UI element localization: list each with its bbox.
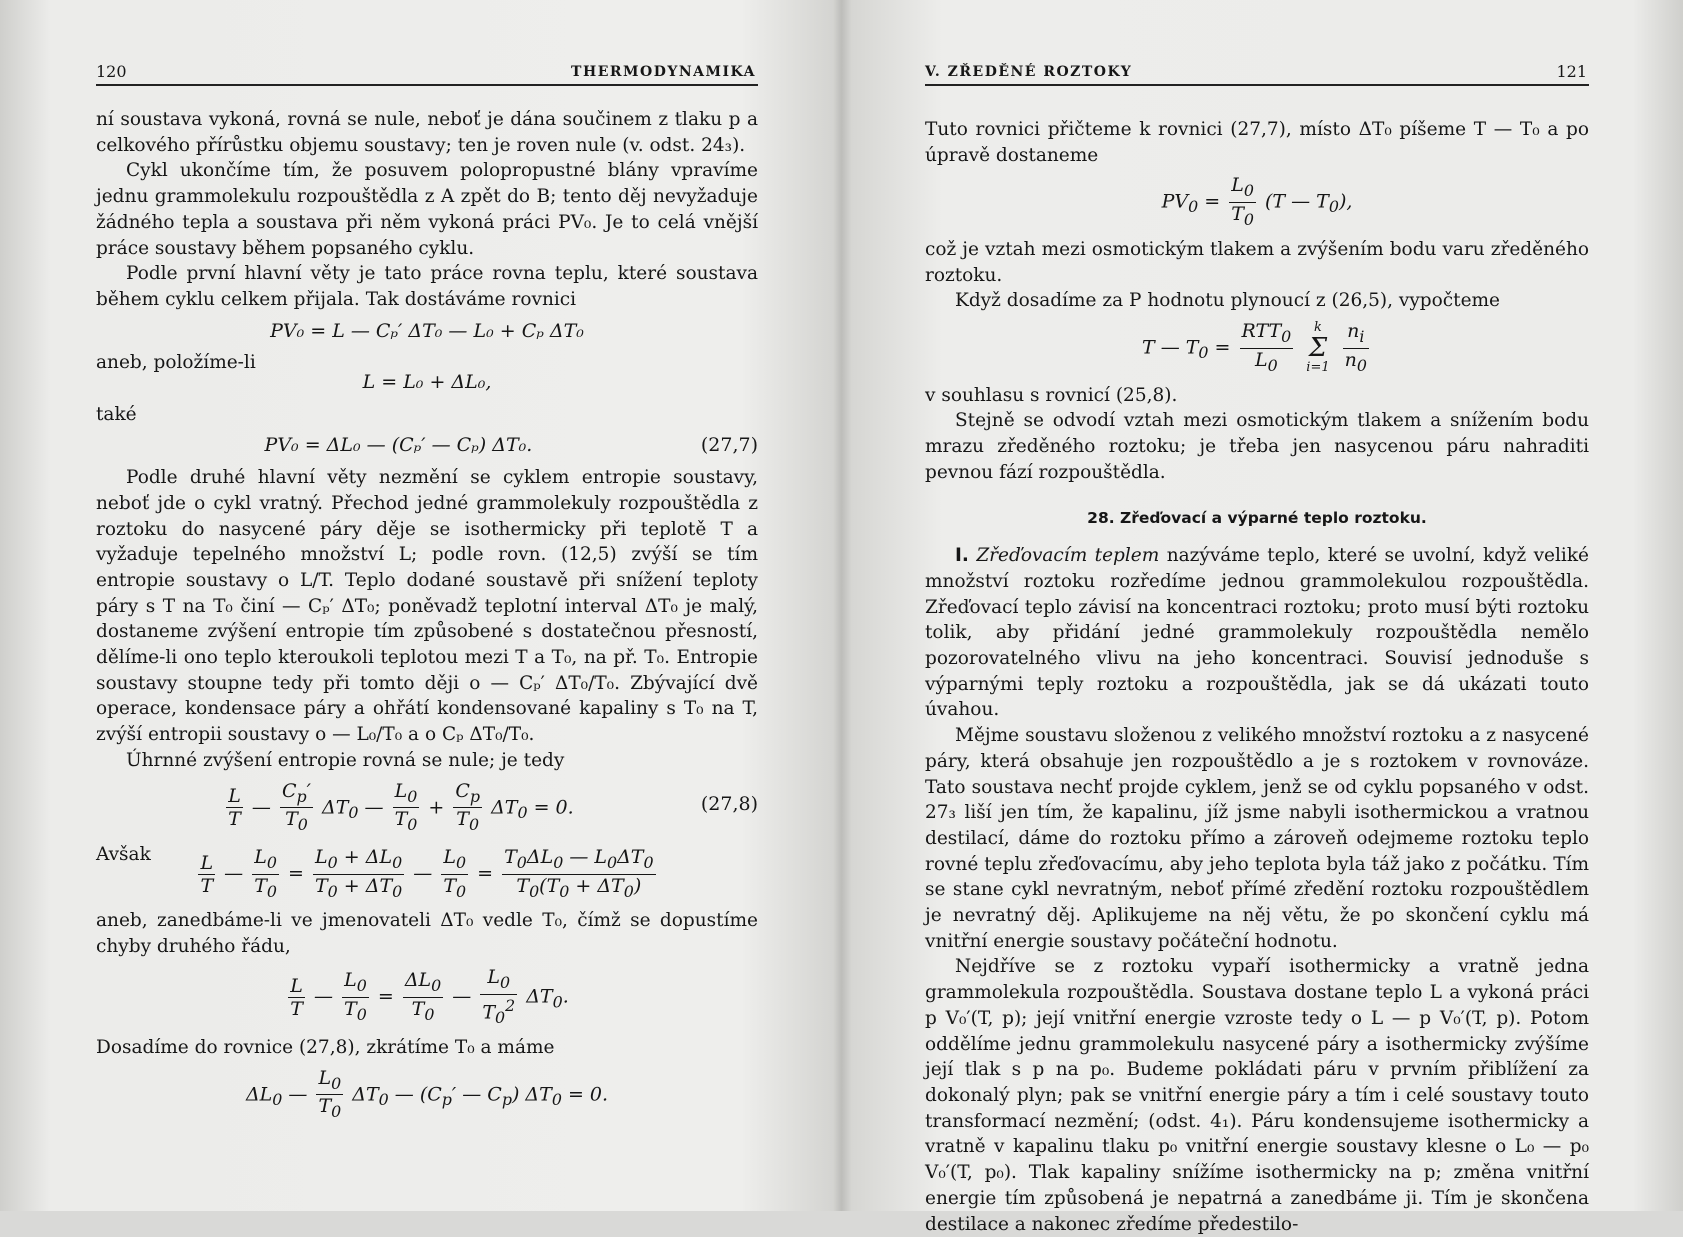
left-paragraph: Úhrnné zvýšení entropie rovná se nule; je tedy xyxy=(126,749,565,771)
right-paragraph: Stejně se odvodí vztah mezi osmotickým tlakem a snížením bodu mrazu zředěného roztoku; je třeba jen nasycenou páru nahraditi pevnou fází rozpouštědla. xyxy=(925,410,1589,483)
right-paragraph: Tuto rovnici přičteme k rovnici (27,7), místo ΔT₀ píšeme T — T₀ a po úpravě dostaneme xyxy=(925,119,1589,166)
right-page-number: 121 xyxy=(1556,62,1587,81)
left-paragraph: aneb, zanedbáme-li ve jmenovateli ΔT₀ vedle T₀, čímž se dopustíme chyby druhého řádu, xyxy=(96,910,758,958)
left-page xyxy=(0,0,826,1211)
section-title: 28. Zřeďovací a výparné teplo roztoku. xyxy=(1087,508,1427,527)
equation: $\frac{L}{T}$ — $\frac{L_0}{T_0}$ = $\frac{L_0 + \Delta L_0}{T_0 + \Delta T_0}$ — $\frac{L_0}{T_0}$ = $\frac{T_0\Delta L_0 — L_0\Delta T_0}{T_0(T_0 + \Delta T_0)}$ xyxy=(200,845,654,901)
right-running-head-title: V. ZŘEDĚNÉ ROZTOKY xyxy=(925,64,1133,80)
equation: $\frac{L}{T}$ — $\frac{L_0}{T_0}$ = $\frac{\Delta L_0}{T_0}$ — $\frac{L_0}{T_0^2}$ $\Delta T_0$. xyxy=(290,965,569,1027)
left-paragraph: Cykl ukončíme tím, že posuvem polopropustné blány vpravíme jednu grammolekulu rozpouštědla z A zpět do B; tento děj nevyžaduje žádného tepla a soustava při něm vykoná práci PV₀. Je to celá vnější práce soustavy během popsaného cyklu. xyxy=(96,160,758,259)
defined-term: Zřeďovacím teplem xyxy=(976,545,1160,567)
left-paragraph: Podle druhé hlavní věty nezmění se cyklem entropie soustavy, neboť jde o cykl vratný. Přechod jedné grammolekuly rozpouštědla z roztoku do nasycené páry děje se isothermicky při teplotě T a vyžaduje tepelného množství L; podle rovn. (12,5) zvýší se tím entropie soustavy o L/T. Teplo dodané soustavě při snížení teploty páry s T na T₀ činí — Cₚ′ ΔT₀; poněvadž teplotní interval ΔT₀ je malý, dostaneme zvýšení entropie tím způsobené s dostatečnou přesností, dělíme-li ono teplo kteroukoli teplotou mezi T a T₀, na př. T₀. Entropie soustavy stoupne tedy při tomto ději o — Cₚ′ ΔT₀/T₀. Zbývající dvě operace, kondensace páry a ohřátí kondensované kapaliny s T₀ na T, zvýší entropii soustavy o — L₀/T₀ a o Cₚ ΔT₀/T₀. xyxy=(96,467,758,746)
equation-label: také xyxy=(96,403,137,425)
right-paragraph: I. Zřeďovacím teplem nazýváme teplo, které se uvolní, když veliké množství roztoku rozředíme jednou grammolekulou rozpouštědla. Zřeďovací teplo závisí na koncentraci roztoku; proto musí býti roztoku tolik, aby přidání jedné grammolekuly rozpouštědla nemělo pozorovatelného vlivu na jeho koncentraci. Souvisí jednoduše s výparnými teply roztoku a rozpouštědla, jak se dá ukázati touto úvahou. xyxy=(925,545,1589,721)
left-body xyxy=(96,107,758,1129)
equation: $\Delta L_0$ — $\frac{L_0}{T_0}$ $\Delta T_0$ — ($C_p'$ — $C_p$) $\Delta T_0 = 0$. xyxy=(245,1066,609,1122)
equation-label: Avšak xyxy=(96,844,151,866)
right-header-rule xyxy=(925,84,1589,86)
left-paragraph: ní soustava vykoná, rovná se nule, neboť je dána součinem z tlaku p a celkového přírůstku objemu soustavy; ten je roven nule (v. odst. 24₃). xyxy=(96,109,758,156)
equation-label: aneb, položíme-li xyxy=(96,352,256,374)
right-page xyxy=(833,0,1683,1235)
right-paragraph: Nejdříve se z roztoku vypaří isothermicky a vratně jedna grammolekula rozpouštědla. Soustava dostane teplo L a vykoná práci p V₀′(T, p); její vnitřní energie vzroste tedy o L — p V₀′(T, p). Potom oddělíme jednu grammolekulu nasycené páry a isothermicky zvýšíme její tlak s p na p₀. Budeme pokládati páru v prvním přiblížení za dokonalý plyn; pak se vnitřní energie páry a tím i celé soustavy touto transformací nezmění; (odst. 4₁). Páru kondensujeme isothermicky a vratně v kapalinu tlaku p₀ vnitřní energie soustavy klesne o L₀ — p₀ V₀′(T, p₀). Tlak kapaliny snížíme isothermicky na p; změna vnitřní energie tím způsobená je nepatrná a zanedbáme ji. Tím je skončena destilace a nakonec zředíme předestilo- xyxy=(925,956,1589,1235)
right-paragraph: Když dosadíme za P hodnotu plynoucí z (26,5), vypočteme xyxy=(955,290,1501,312)
right-body xyxy=(925,117,1589,1237)
equation-number: (27,7) xyxy=(700,434,758,457)
equation: PV₀ = L — Cₚ′ ΔT₀ — L₀ + Cₚ ΔT₀ xyxy=(270,319,584,342)
equation-number: (27,8) xyxy=(700,792,758,815)
right-paragraph: Mějme soustavu složenou z velikého množství roztoku a z nasycené páry, která obsahuje jen rozpouštědlo a je s roztokem v rovnováze. Tato soustava nechť projde cyklem, jenž se od cyklu popsaného v odst. 27₃ liší jen tím, že kapalinu, jíž jsme nabyli isothermickou a vratnou destilací, dáme do roztoku přímo a zároveň odejmeme roztoku teplo rovné teplu zřeďovacímu, aby jeho teplota byla táž jako z počátku. Tím se stane cykl nevratným, neboť přímé zředění roztoku rozpouštědlem je nevratný děj. Aplikujeme na něj větu, že po skončení cyklu má vnitřní energie soustavy počáteční hodnotu. xyxy=(925,725,1589,952)
right-paragraph: což je vztah mezi osmotickým tlakem a zvýšením bodu varu zředěného roztoku. xyxy=(925,239,1589,286)
left-paragraph: Dosadíme do rovnice (27,8), zkrátíme T₀ a máme xyxy=(96,1036,555,1058)
equation: L = L₀ + ΔL₀, xyxy=(362,371,492,394)
left-paragraph: Podle první hlavní věty je tato práce rovna teplu, které soustava během cyklu celkem přijala. Tak dostáváme rovnici xyxy=(96,263,758,310)
left-running-head-title: THERMODYNAMIKA xyxy=(571,64,756,80)
left-header-rule xyxy=(96,84,758,86)
equation-27-8: $\frac{L}{T}$ — $\frac{C_p'}{T_0}$ $\Delta T_0$ — $\frac{L_0}{T_0}$ + $\frac{C_p}{T_0}$ $\Delta T_0 = 0$. (27,8) xyxy=(228,779,758,835)
right-paragraph: v souhlasu s rovnicí (25,8). xyxy=(925,384,1178,406)
equation-27-7: PV₀ = ΔL₀ — (Cₚ′ — Cₚ) ΔT₀. (27,7) xyxy=(96,433,758,459)
left-page-number: 120 xyxy=(96,62,127,81)
equation: T — $T_0$ = $\frac{RTT_0}{L_0}$ k Σ i=1 $\frac{n_i}{n_0}$ xyxy=(1141,320,1367,376)
equation: $PV_0$ = $\frac{L_0}{T_0}$ (T — $T_0$), xyxy=(1161,174,1353,229)
paragraph-number: I. xyxy=(955,545,969,567)
